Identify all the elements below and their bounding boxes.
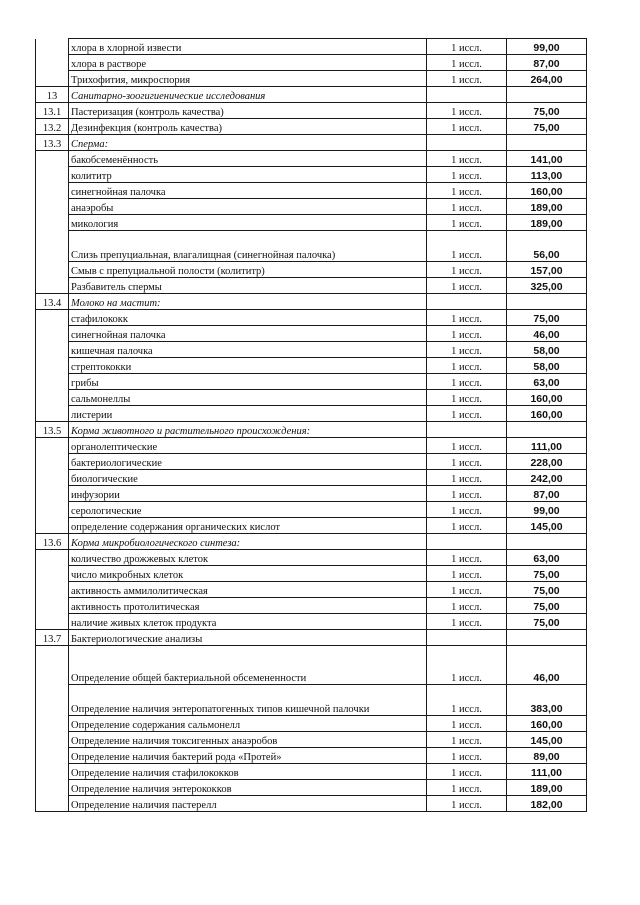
service-name: Слизь препуциальная, влагалищная (синегнойная палочка) bbox=[69, 231, 427, 262]
service-name: органолептические bbox=[69, 438, 427, 454]
table-row bbox=[36, 764, 587, 780]
unit-cell bbox=[427, 135, 507, 151]
table-row bbox=[36, 518, 587, 534]
table-row bbox=[36, 151, 587, 167]
row-number bbox=[36, 342, 69, 358]
service-name: Пастеризация (контроль качества) bbox=[69, 103, 427, 119]
unit-cell: 1 иссл. bbox=[427, 470, 507, 486]
service-name: грибы bbox=[69, 374, 427, 390]
row-number bbox=[36, 780, 69, 796]
unit-cell: 1 иссл. bbox=[427, 780, 507, 796]
table-row bbox=[36, 796, 587, 812]
service-name: Определение содержания сальмонелл bbox=[69, 716, 427, 732]
unit-cell: 1 иссл. bbox=[427, 119, 507, 135]
row-number bbox=[36, 55, 69, 71]
service-name: микология bbox=[69, 215, 427, 231]
price-cell: 189,00 bbox=[507, 215, 587, 231]
table-row bbox=[36, 646, 587, 685]
unit-cell bbox=[427, 630, 507, 646]
service-name: Определение общей бактериальной обсемененности bbox=[69, 646, 427, 685]
unit-cell: 1 иссл. bbox=[427, 183, 507, 199]
section-row bbox=[36, 135, 587, 151]
row-number bbox=[36, 278, 69, 294]
price-cell: 145,00 bbox=[507, 518, 587, 534]
row-number bbox=[36, 358, 69, 374]
unit-cell: 1 иссл. bbox=[427, 406, 507, 422]
unit-cell: 1 иссл. bbox=[427, 716, 507, 732]
row-number: 13.2 bbox=[36, 119, 69, 135]
table-row bbox=[36, 310, 587, 326]
price-cell: 58,00 bbox=[507, 358, 587, 374]
section-title: Молоко на мастит: bbox=[69, 294, 427, 310]
row-number bbox=[36, 183, 69, 199]
service-name: колититр bbox=[69, 167, 427, 183]
price-cell: 111,00 bbox=[507, 438, 587, 454]
section-title: Корма микробиологического синтеза: bbox=[69, 534, 427, 550]
table-row bbox=[36, 103, 587, 119]
row-number bbox=[36, 438, 69, 454]
table-row bbox=[36, 262, 587, 278]
price-cell: 63,00 bbox=[507, 550, 587, 566]
table-row bbox=[36, 358, 587, 374]
service-name: синегнойная палочка bbox=[69, 183, 427, 199]
section-row bbox=[36, 630, 587, 646]
unit-cell: 1 иссл. bbox=[427, 390, 507, 406]
service-name: хлора в хлорной извести bbox=[69, 39, 427, 55]
table-row bbox=[36, 119, 587, 135]
service-name: бакобсеменённость bbox=[69, 151, 427, 167]
table-row bbox=[36, 454, 587, 470]
price-cell: 160,00 bbox=[507, 183, 587, 199]
price-cell: 63,00 bbox=[507, 374, 587, 390]
service-name: серологические bbox=[69, 502, 427, 518]
unit-cell: 1 иссл. bbox=[427, 748, 507, 764]
price-list-body bbox=[36, 39, 587, 812]
service-name: определение содержания органических кислот bbox=[69, 518, 427, 534]
unit-cell bbox=[427, 422, 507, 438]
section-title: Корма животного и растительного происхождения: bbox=[69, 422, 427, 438]
service-name: Определение наличия энтерококков bbox=[69, 780, 427, 796]
section-title: Сперма: bbox=[69, 135, 427, 151]
table-row bbox=[36, 278, 587, 294]
row-number bbox=[36, 231, 69, 262]
row-number bbox=[36, 685, 69, 716]
table-row bbox=[36, 215, 587, 231]
unit-cell: 1 иссл. bbox=[427, 103, 507, 119]
price-cell: 75,00 bbox=[507, 310, 587, 326]
service-name: Смыв с препуциальной полости (колититр) bbox=[69, 262, 427, 278]
service-name: стафилококк bbox=[69, 310, 427, 326]
unit-cell: 1 иссл. bbox=[427, 764, 507, 780]
price-cell: 75,00 bbox=[507, 103, 587, 119]
price-cell: 242,00 bbox=[507, 470, 587, 486]
row-number: 13.1 bbox=[36, 103, 69, 119]
row-number bbox=[36, 215, 69, 231]
unit-cell: 1 иссл. bbox=[427, 71, 507, 87]
table-row bbox=[36, 685, 587, 716]
row-number bbox=[36, 796, 69, 812]
table-row bbox=[36, 598, 587, 614]
price-cell: 189,00 bbox=[507, 780, 587, 796]
row-number bbox=[36, 486, 69, 502]
service-name: анаэробы bbox=[69, 199, 427, 215]
row-number bbox=[36, 454, 69, 470]
unit-cell: 1 иссл. bbox=[427, 486, 507, 502]
service-name: наличие живых клеток продукта bbox=[69, 614, 427, 630]
table-row bbox=[36, 470, 587, 486]
row-number bbox=[36, 764, 69, 780]
table-row bbox=[36, 438, 587, 454]
unit-cell bbox=[427, 534, 507, 550]
price-cell: 46,00 bbox=[507, 646, 587, 685]
price-cell bbox=[507, 534, 587, 550]
row-number bbox=[36, 748, 69, 764]
section-row bbox=[36, 422, 587, 438]
price-cell bbox=[507, 294, 587, 310]
table-row bbox=[36, 342, 587, 358]
table-row bbox=[36, 326, 587, 342]
service-name: листерии bbox=[69, 406, 427, 422]
unit-cell: 1 иссл. bbox=[427, 231, 507, 262]
service-name: число микробных клеток bbox=[69, 566, 427, 582]
row-number bbox=[36, 566, 69, 582]
row-number bbox=[36, 262, 69, 278]
row-number bbox=[36, 151, 69, 167]
table-row bbox=[36, 732, 587, 748]
price-cell: 264,00 bbox=[507, 71, 587, 87]
service-name: инфузории bbox=[69, 486, 427, 502]
table-row bbox=[36, 390, 587, 406]
price-cell: 89,00 bbox=[507, 748, 587, 764]
table-row bbox=[36, 55, 587, 71]
row-number bbox=[36, 582, 69, 598]
row-number bbox=[36, 406, 69, 422]
table-row bbox=[36, 374, 587, 390]
price-cell: 46,00 bbox=[507, 326, 587, 342]
service-name: Дезинфекция (контроль качества) bbox=[69, 119, 427, 135]
table-row bbox=[36, 716, 587, 732]
price-cell: 157,00 bbox=[507, 262, 587, 278]
table-row bbox=[36, 486, 587, 502]
service-name: Трихофития, микроспория bbox=[69, 71, 427, 87]
service-name: хлора в растворе bbox=[69, 55, 427, 71]
price-cell: 160,00 bbox=[507, 390, 587, 406]
price-cell: 113,00 bbox=[507, 167, 587, 183]
unit-cell: 1 иссл. bbox=[427, 796, 507, 812]
row-number bbox=[36, 390, 69, 406]
service-name: биологические bbox=[69, 470, 427, 486]
unit-cell: 1 иссл. bbox=[427, 151, 507, 167]
row-number bbox=[36, 71, 69, 87]
table-row bbox=[36, 748, 587, 764]
service-name: бактериологические bbox=[69, 454, 427, 470]
unit-cell: 1 иссл. bbox=[427, 566, 507, 582]
price-cell: 75,00 bbox=[507, 614, 587, 630]
row-number: 13 bbox=[36, 87, 69, 103]
price-list-table bbox=[35, 38, 587, 812]
row-number: 13.5 bbox=[36, 422, 69, 438]
price-cell: 111,00 bbox=[507, 764, 587, 780]
unit-cell bbox=[427, 87, 507, 103]
price-cell: 75,00 bbox=[507, 598, 587, 614]
service-name: Определение наличия энтеропатогенных типов кишечной палочки bbox=[69, 685, 427, 716]
price-cell: 141,00 bbox=[507, 151, 587, 167]
row-number bbox=[36, 614, 69, 630]
service-name: Определение наличия бактерий рода «Протей» bbox=[69, 748, 427, 764]
unit-cell: 1 иссл. bbox=[427, 326, 507, 342]
unit-cell: 1 иссл. bbox=[427, 614, 507, 630]
price-cell: 160,00 bbox=[507, 406, 587, 422]
row-number: 13.3 bbox=[36, 135, 69, 151]
unit-cell: 1 иссл. bbox=[427, 310, 507, 326]
table-row bbox=[36, 231, 587, 262]
row-number bbox=[36, 326, 69, 342]
row-number bbox=[36, 716, 69, 732]
service-name: синегнойная палочка bbox=[69, 326, 427, 342]
table-row bbox=[36, 39, 587, 55]
unit-cell: 1 иссл. bbox=[427, 598, 507, 614]
table-row bbox=[36, 502, 587, 518]
row-number bbox=[36, 39, 69, 55]
service-name: Определение наличия стафилококков bbox=[69, 764, 427, 780]
price-cell: 75,00 bbox=[507, 119, 587, 135]
service-name: стрептококки bbox=[69, 358, 427, 374]
table-row bbox=[36, 614, 587, 630]
price-cell: 383,00 bbox=[507, 685, 587, 716]
row-number bbox=[36, 646, 69, 685]
service-name: сальмонеллы bbox=[69, 390, 427, 406]
unit-cell: 1 иссл. bbox=[427, 502, 507, 518]
table-row bbox=[36, 550, 587, 566]
section-title: Бактериологические анализы bbox=[69, 630, 427, 646]
price-cell: 99,00 bbox=[507, 39, 587, 55]
section-row bbox=[36, 534, 587, 550]
row-number bbox=[36, 598, 69, 614]
service-name: кишечная палочка bbox=[69, 342, 427, 358]
price-cell bbox=[507, 87, 587, 103]
row-number bbox=[36, 502, 69, 518]
unit-cell: 1 иссл. bbox=[427, 39, 507, 55]
section-row bbox=[36, 294, 587, 310]
service-name: количество дрожжевых клеток bbox=[69, 550, 427, 566]
row-number bbox=[36, 167, 69, 183]
unit-cell: 1 иссл. bbox=[427, 342, 507, 358]
price-cell: 87,00 bbox=[507, 55, 587, 71]
price-cell: 99,00 bbox=[507, 502, 587, 518]
price-cell: 58,00 bbox=[507, 342, 587, 358]
row-number: 13.4 bbox=[36, 294, 69, 310]
service-name: активность протолитическая bbox=[69, 598, 427, 614]
price-cell bbox=[507, 422, 587, 438]
price-cell: 75,00 bbox=[507, 566, 587, 582]
price-cell: 182,00 bbox=[507, 796, 587, 812]
unit-cell: 1 иссл. bbox=[427, 646, 507, 685]
unit-cell: 1 иссл. bbox=[427, 55, 507, 71]
row-number bbox=[36, 310, 69, 326]
unit-cell: 1 иссл. bbox=[427, 518, 507, 534]
unit-cell: 1 иссл. bbox=[427, 685, 507, 716]
unit-cell: 1 иссл. bbox=[427, 262, 507, 278]
unit-cell: 1 иссл. bbox=[427, 167, 507, 183]
unit-cell: 1 иссл. bbox=[427, 374, 507, 390]
unit-cell: 1 иссл. bbox=[427, 278, 507, 294]
unit-cell bbox=[427, 294, 507, 310]
service-name: Определение наличия пастерелл bbox=[69, 796, 427, 812]
price-cell: 325,00 bbox=[507, 278, 587, 294]
price-cell: 145,00 bbox=[507, 732, 587, 748]
price-cell: 160,00 bbox=[507, 716, 587, 732]
table-row bbox=[36, 780, 587, 796]
price-cell: 189,00 bbox=[507, 199, 587, 215]
unit-cell: 1 иссл. bbox=[427, 438, 507, 454]
unit-cell: 1 иссл. bbox=[427, 215, 507, 231]
row-number bbox=[36, 732, 69, 748]
table-row bbox=[36, 199, 587, 215]
service-name: Разбавитель спермы bbox=[69, 278, 427, 294]
section-title: Санитарно-зоогигиенические исследования bbox=[69, 87, 427, 103]
row-number: 13.7 bbox=[36, 630, 69, 646]
service-name: Определение наличия токсигенных анаэробов bbox=[69, 732, 427, 748]
row-number bbox=[36, 550, 69, 566]
table-row bbox=[36, 183, 587, 199]
price-cell bbox=[507, 630, 587, 646]
table-row bbox=[36, 582, 587, 598]
unit-cell: 1 иссл. bbox=[427, 358, 507, 374]
price-cell bbox=[507, 135, 587, 151]
row-number bbox=[36, 470, 69, 486]
section-row bbox=[36, 87, 587, 103]
table-row bbox=[36, 566, 587, 582]
service-name: активность аммилолитическая bbox=[69, 582, 427, 598]
price-cell: 75,00 bbox=[507, 582, 587, 598]
price-cell: 56,00 bbox=[507, 231, 587, 262]
unit-cell: 1 иссл. bbox=[427, 454, 507, 470]
table-row bbox=[36, 167, 587, 183]
price-cell: 228,00 bbox=[507, 454, 587, 470]
unit-cell: 1 иссл. bbox=[427, 732, 507, 748]
unit-cell: 1 иссл. bbox=[427, 582, 507, 598]
unit-cell: 1 иссл. bbox=[427, 550, 507, 566]
row-number bbox=[36, 374, 69, 390]
unit-cell: 1 иссл. bbox=[427, 199, 507, 215]
price-cell: 87,00 bbox=[507, 486, 587, 502]
table-row bbox=[36, 406, 587, 422]
row-number: 13.6 bbox=[36, 534, 69, 550]
row-number bbox=[36, 518, 69, 534]
row-number bbox=[36, 199, 69, 215]
table-row bbox=[36, 71, 587, 87]
